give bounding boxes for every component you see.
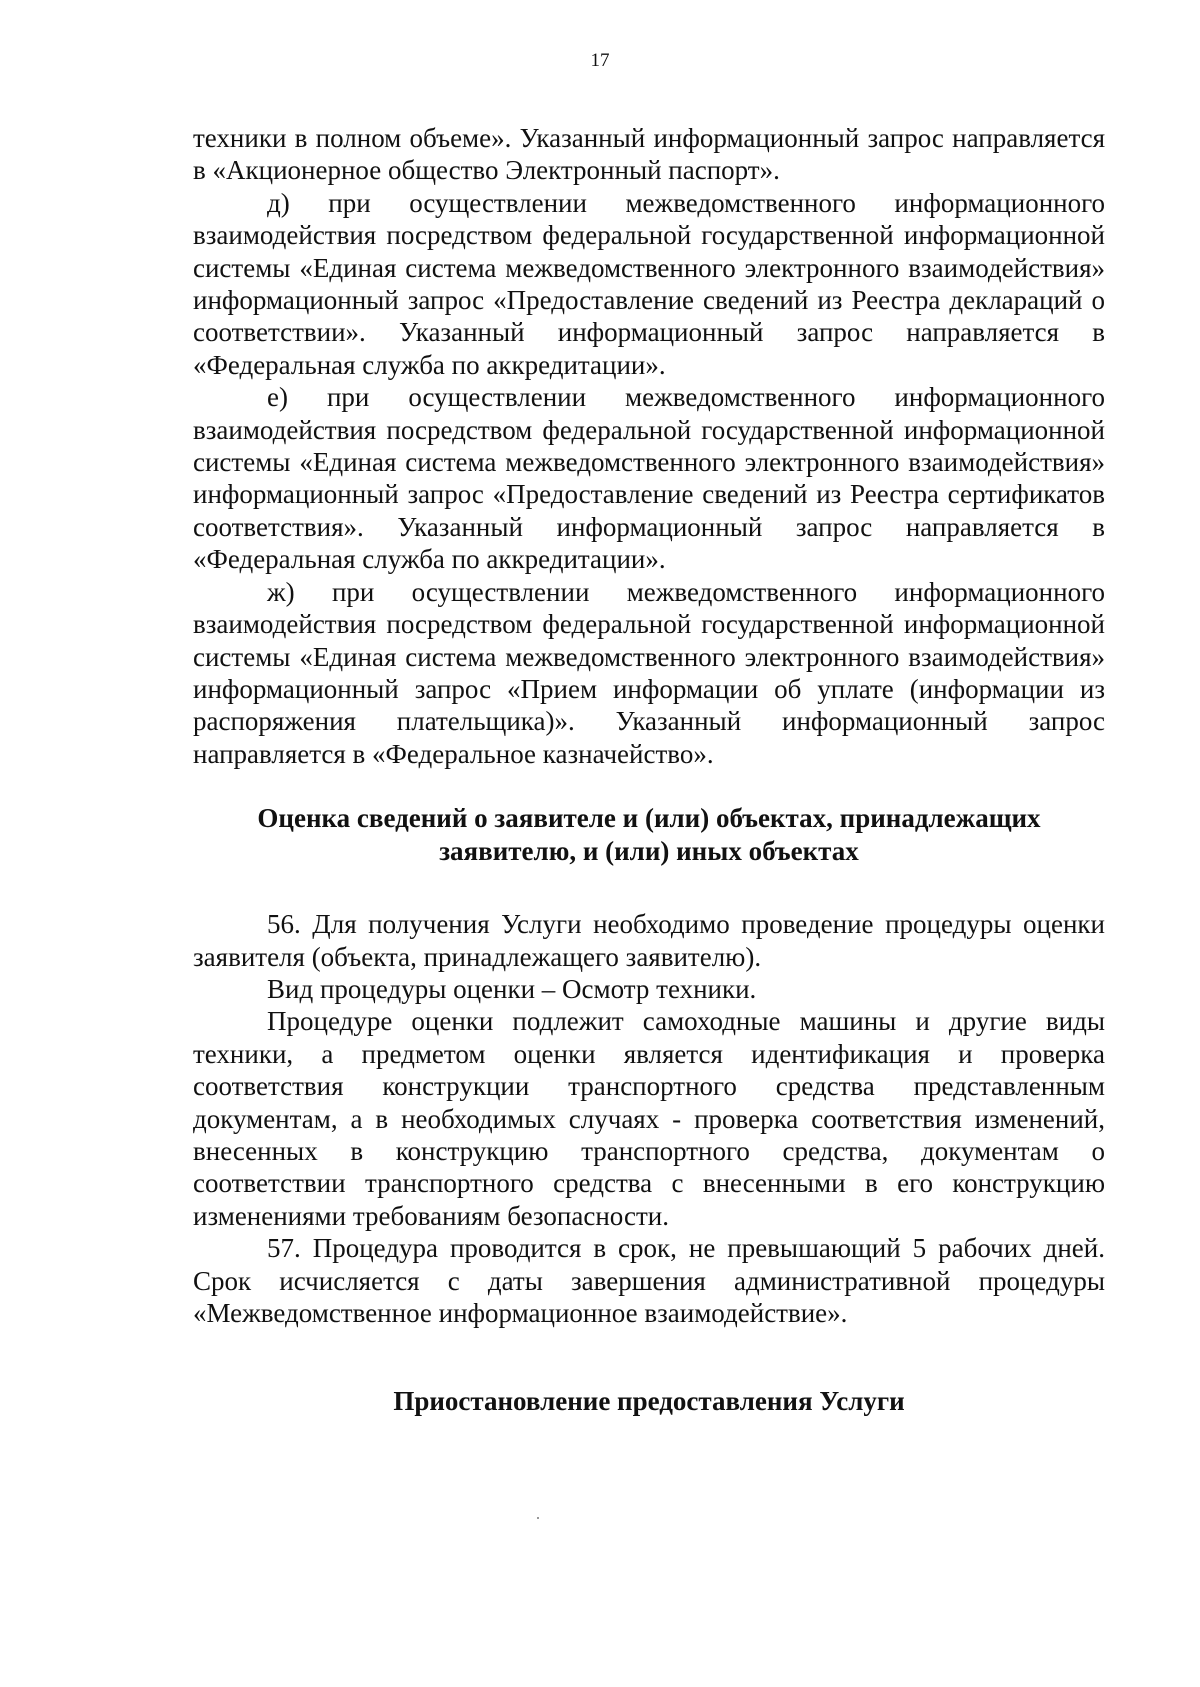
- paragraph-item-d: д) при осуществлении межведомственного информационного взаимодействия посредством федеральной государственной информационной системы «Единая система межведомственного электронного взаимодействия» информационный запрос «Предоставление сведений из Реестра деклараций о соответствии». Указанный информационный запрос направляется в «Федеральная служба по аккредитации».: [193, 187, 1105, 380]
- paragraph-procedure-type: Вид процедуры оценки – Осмотр техники.: [267, 973, 757, 1004]
- paragraph-item-zh: ж) при осуществлении межведомственного информационного взаимодействия посредством федеральной государственной информационной системы «Единая система межведомственного электронного взаимодействия» информационный запрос «Прием информации об уплате (информации из распоряжения плательщика)». Указанный информационный запрос направляется в «Федеральное казначейство».: [193, 576, 1105, 769]
- section-heading-line-1: Оценка сведений о заявителе и (или) объектах, принадлежащих: [257, 803, 1041, 834]
- scan-speck: [537, 1517, 539, 1519]
- paragraph-continuation: техники в полном объеме». Указанный информационный запрос направляется в «Акционерное общество Электронный паспорт».: [193, 123, 1105, 186]
- section-heading-line-2: заявителю, и (или) иных объектах: [439, 836, 859, 867]
- paragraph-56: 56. Для получения Услуги необходимо проведение процедуры оценки заявителя (объекта, принадлежащего заявителю).: [193, 909, 1105, 972]
- document-body: [193, 122, 1105, 1418]
- page-number: 17: [590, 50, 610, 71]
- section-heading-assessment: [193, 802, 1105, 868]
- section-heading-suspension: Приостановление предоставления Услуги: [393, 1386, 905, 1417]
- paragraph-procedure-subject: Процедуре оценки подлежит самоходные машины и другие виды техники, а предметом оценки является идентификация и проверка соответствия конструкции транспортного средства представленным документам, а в необходимых случаях - проверка соответствия изменений, внесенных в конструкцию транспортного средства, документам о соответствии транспортного средства с внесенными в его конструкцию изменениями требованиям безопасности.: [193, 1006, 1105, 1231]
- paragraph-57: 57. Процедура проводится в срок, не превышающий 5 рабочих дней. Срок исчисляется с даты завершения административной процедуры «Межведомственное информационное взаимодействие».: [193, 1233, 1105, 1328]
- paragraph-item-e: е) при осуществлении межведомственного информационного взаимодействия посредством федеральной государственной информационной системы «Единая система межведомственного электронного взаимодействия» информационный запрос «Предоставление сведений из Реестра сертификатов соответствия». Указанный информационный запрос направляется в «Федеральная служба по аккредитации».: [193, 382, 1105, 575]
